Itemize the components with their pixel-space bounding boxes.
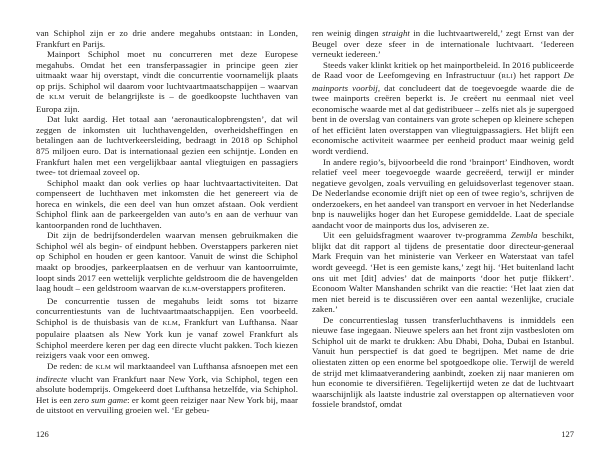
body-text: , Frankfurt van Lufthansa. Naar populaire plaatsen als New York kun je vanaf zowel Frankfurt als Schiphol meerdere keren per dag een directe vlucht pakken. Toch kiezen reizigers vaak voor een omweg. [36, 316, 298, 361]
page-left [36, 28, 298, 461]
body-text: Steeds vaker klinkt kritiek op het mainportbeleid. In 2016 publiceerde de Raad voor de Leefomgeving en Infrastructuur ( [312, 59, 574, 81]
italic-text: straight [382, 28, 410, 38]
paragraph [36, 49, 298, 114]
body-text: ren weinig dingen [312, 28, 383, 38]
italic-text: zero sum game [74, 394, 128, 405]
paragraph [312, 230, 574, 314]
paragraph [312, 157, 574, 231]
page-number-right: 127 [561, 429, 574, 439]
page-text [312, 28, 574, 410]
paragraph [36, 296, 298, 361]
body-text: vlucht van Frankfurt naar New York, via Schiphol, tegen een absolute bodemprijs. Omgekeerd doet Lufthansa hetzelfde, via Schiphol. Het is een [36, 373, 298, 405]
small-caps-text: RLI [501, 73, 513, 81]
paragraph [36, 178, 298, 231]
body-text: wil marktaandeel van Lufthansa afsnoepen met een [111, 360, 298, 371]
small-caps-text: KLM [182, 286, 198, 294]
body-text: in die luchtvaartwereld,’ zegt Ernst van der Beugel over deze sfeer in de internationale luchtvaart. ‘Iedereen verneukt iedereen.’ [312, 28, 574, 60]
italic-text: Zembla [510, 230, 538, 241]
body-text: ) het rapport [512, 70, 564, 81]
italic-text: indirecte [36, 373, 68, 384]
small-caps-text: KLM [95, 363, 112, 371]
body-text: Uit een geluidsfragment waarover tv-programma [323, 230, 511, 241]
body-text: veruit de belangrijkste is – de goedkoopste luchthaven van Europa zijn. [36, 91, 298, 114]
body-text: Mainport Schiphol moet nu concurreren met deze Europese megahubs. Omdat het een transferpassagier in principe geen zier uitmaakt waar hij overstapt, vindt die concurrentie voornamelijk plaats op prijs. Schiphol wil daarom voor luchtvaartmaatschappijen – waarvan de [36, 49, 298, 102]
small-caps-text: KLM [49, 94, 65, 102]
paragraph [36, 230, 298, 295]
page-number-left: 126 [36, 429, 49, 439]
body-text: -overstappers profiteren. [197, 283, 286, 294]
body-text: De concurrentie tussen de megahubs leidt soms tot bizarre concurrentiestunts van de luchtvaartmaatschappijen. Een voorbeeld. Schiphol is de thuisbasis van de [36, 295, 298, 327]
paragraph [36, 361, 298, 416]
body-text: van Schiphol zijn er zo drie andere megahubs ontstaan: in Londen, Frankfurt en Parijs. [36, 28, 298, 49]
body-text: : er komt geen reiziger naar New York bij, maar de uitstoot en vervuiling groeien wel. ‘Er gebeu- [36, 394, 299, 416]
body-text: , dat concludeert dat de toegevoegde waarde die de twee mainports creëren beperkt is. Je creëert nu eenmaal niet veel economische waarde met al dat gedistribueer – zelfs niet als je supergoed bent in de overslag van containers van grote schepen op kleinere schepen of het efficiënt laten overstappen van vliegtuigpassagiers. Het blijft een economische activiteit waarmee per eenheid product maar weinig geld wordt verdiend. [312, 82, 574, 157]
paragraph [312, 60, 574, 157]
body-text: In andere regio’s, bijvoorbeeld die rond ‘brainport’ Eindhoven, wordt relatief veel meer toegevoegde waarde gecreëerd, terwijl er minder negatieve gevolgen, zoals vervuiling en geluidsoverlast tegenover staan. De Nederlandse economie drijft niet op een of twee regio’s, schrijven de onderzoekers, en het aandeel van transport en vervoer in het Nederlandse bnp is nauwelijks hoger dan het Europese gemiddelde. Laat de speciale aandacht voor de mainports dus los, adviseren ze. [312, 156, 574, 230]
body-text: Dit zijn de bedrijfsonderdelen waarvan mensen gebruikmaken die Schiphol wél als begin- of eindpunt hebben. Overstappers parkeren niet op Schiphol en houden er geen kantoor. Vanuit de winst die Schiphol maakt op broodjes, parkeerplaatsen en de verhuur van kantoorruimte, loopt sinds 2017 een wettelijk verplichte geldstroom die de havengelden laag houdt – een geldstroom waarvan de [36, 230, 298, 294]
page-text [36, 28, 298, 416]
small-caps-text: KLM [162, 319, 179, 327]
body-text: De concurrentieslag tussen transferluchthavens is inmiddels een nieuwe fase ingegaan. Nieuwe spelers aan het front zijn vastbesloten om Schiphol uit de markt te drukken: Abu Dhabi, Doha, Dubai en Istanbul. Vanuit hun perspectief is dat goed te begrijpen. Met name de drie oliestaten zitten op een enorme bel spotgoedkope olie. Terwijl de wereld de strijd met klimaatverandering aanbindt, zoeken zij naar manieren om hun economie te diversifiëren. Tegelijkertijd weten ze dat de luchtvaart waarschijnlijk als laatste industrie zal overstappen op alternatieven voor fossiele brandstof, omdat [312, 314, 574, 410]
body-text: Schiphol maakt dan ook verlies op haar luchtvaartactiviteiten. Dat compenseert de luchthaven met inkomsten die het genereert via de horeca en winkels, die een deel van hun omzet afstaan. Ook verdient Schiphol flink aan de parkeergelden van auto’s en aan de verhuur van kantoorpanden rond de luchthaven. [36, 177, 298, 230]
body-text: Dat lukt aardig. Het totaal aan ‘aeronauticalopbrengsten’, dat wil zeggen de inkomsten uit luchthavengelden, overheidsheffingen en betalingen aan de luchtverkeersleiding, bedraagt in 2018 op Schiphol 875 miljoen euro. Dat is internationaal gezien een schijntje. Londen en Frankfurt halen met een vergelijkbaar aantal vliegtuigen en passagiers twee- tot driemaal zoveel op. [36, 114, 298, 178]
body-text: beschikt, blijkt dat dit rapport al tijdens de presentatie door directeur-generaal Mark Frequin van het ministerie van Verkeer en Waterstaat van tafel wordt geveegd. ‘Het is een gemiste kans,’ zegt hij. ‘Het buitenland lacht ons uit met [dit] advies’ dat de mainports ‘door het putje flikkert’. Econoom Walter Manshanden schrikt van die reactie: ‘Het laat zien dat men niet bereid is te discussiëren over een aantal wezenlijke, cruciale zaken.’ [312, 230, 574, 315]
page-right [312, 28, 574, 461]
body-text: De reden: de [47, 360, 96, 371]
paragraph [312, 315, 574, 410]
italic-text: De mainports voorbij [312, 70, 574, 93]
paragraph [312, 28, 574, 60]
paragraph [36, 114, 298, 177]
paragraph [36, 28, 298, 49]
